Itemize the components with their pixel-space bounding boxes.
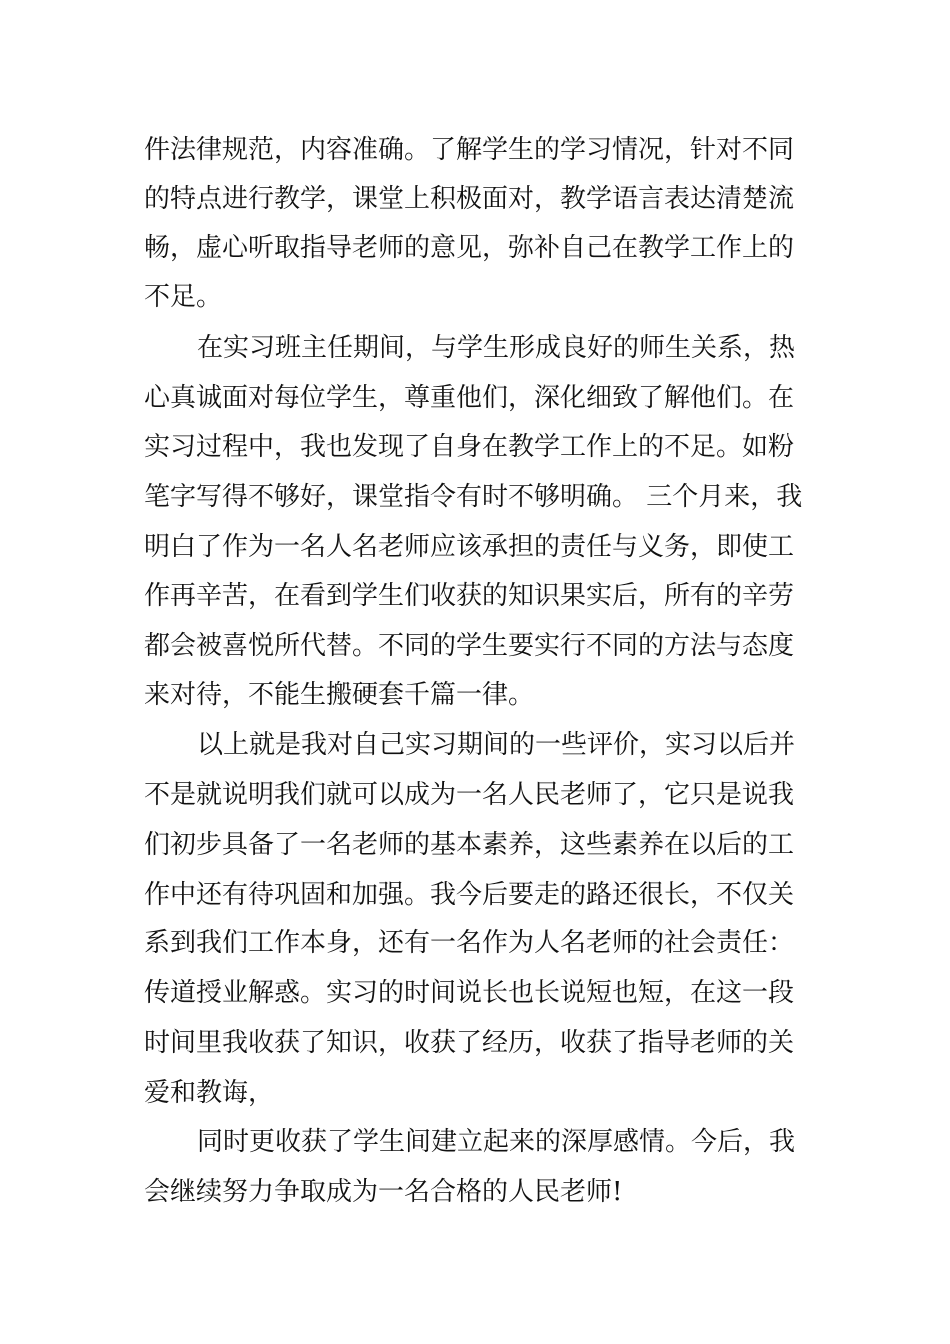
text-line-content: 笔字写得不够好，课堂指令有时不够明确。 三个月来，我 [144,482,803,512]
paragraph-first-line [0,725,950,765]
text-line [0,626,950,666]
text-line [0,277,950,317]
text-line [0,973,950,1013]
text-line-content: 心真诚面对每位学生，尊重他们，深化细致了解他们。在 [144,383,795,413]
text-line-content: 爱和教诲， [144,1078,275,1108]
text-line-content: 们初步具备了一名老师的基本素养，这些素养在以后的工 [144,830,795,860]
text-line [0,427,950,467]
text-line [0,675,950,715]
paragraph-first-line [0,1122,950,1162]
text-line-content: 畅，虚心听取指导老师的意见，弥补自己在教学工作上的 [144,233,795,263]
text-line-content: 件法律规范，内容准确。了解学生的学习情况，针对不同 [144,135,795,165]
paragraph-first-line [0,328,950,368]
text-line-content: 来对待，不能生搬硬套千篇一律。 [144,680,535,710]
text-line-content: 实习过程中，我也发现了自身在教学工作上的不足。如粉 [144,432,795,462]
text-line-content: 传道授业解惑。实习的时间说长也长说短也短，在这一段 [144,978,795,1008]
text-line [0,378,950,418]
text-line-content: 同时更收获了学生间建立起来的深厚感情。今后，我 [197,1127,796,1157]
text-line [0,1023,950,1063]
text-line-content: 都会被喜悦所代替。不同的学生要实行不同的方法与态度 [144,631,795,661]
text-line [0,875,950,915]
text-line [0,825,950,865]
text-line-content: 时间里我收获了知识，收获了经历，收获了指导老师的关 [144,1028,795,1058]
text-line [0,1073,950,1113]
text-line-content: 系到我们工作本身，还有一名作为人名老师的社会责任： [144,928,795,958]
text-line [0,179,950,219]
text-line [0,477,950,517]
text-line-content: 在实习班主任期间，与学生形成良好的师生关系，热 [197,333,796,363]
text-line [0,775,950,815]
text-line [0,130,950,170]
text-line [0,527,950,567]
text-line-content: 作再辛苦，在看到学生们收获的知识果实后，所有的辛劳 [144,581,795,611]
text-line [0,923,950,963]
text-line-content: 会继续努力争取成为一名合格的人民老师! [144,1177,623,1207]
text-line-content: 以上就是我对自己实习期间的一些评价，实习以后并 [197,730,796,760]
text-line [0,576,950,616]
text-line-content: 不足。 [144,282,223,312]
text-line [0,1172,950,1212]
text-line [0,228,950,268]
text-line-content: 不是就说明我们就可以成为一名人民老师了，它只是说我 [144,780,795,810]
text-line-content: 作中还有待巩固和加强。我今后要走的路还很长，不仅关 [144,880,795,910]
text-line-content: 的特点进行教学，课堂上积极面对，教学语言表达清楚流 [144,184,795,214]
text-line-content: 明白了作为一名人名老师应该承担的责任与义务，即使工 [144,532,795,562]
